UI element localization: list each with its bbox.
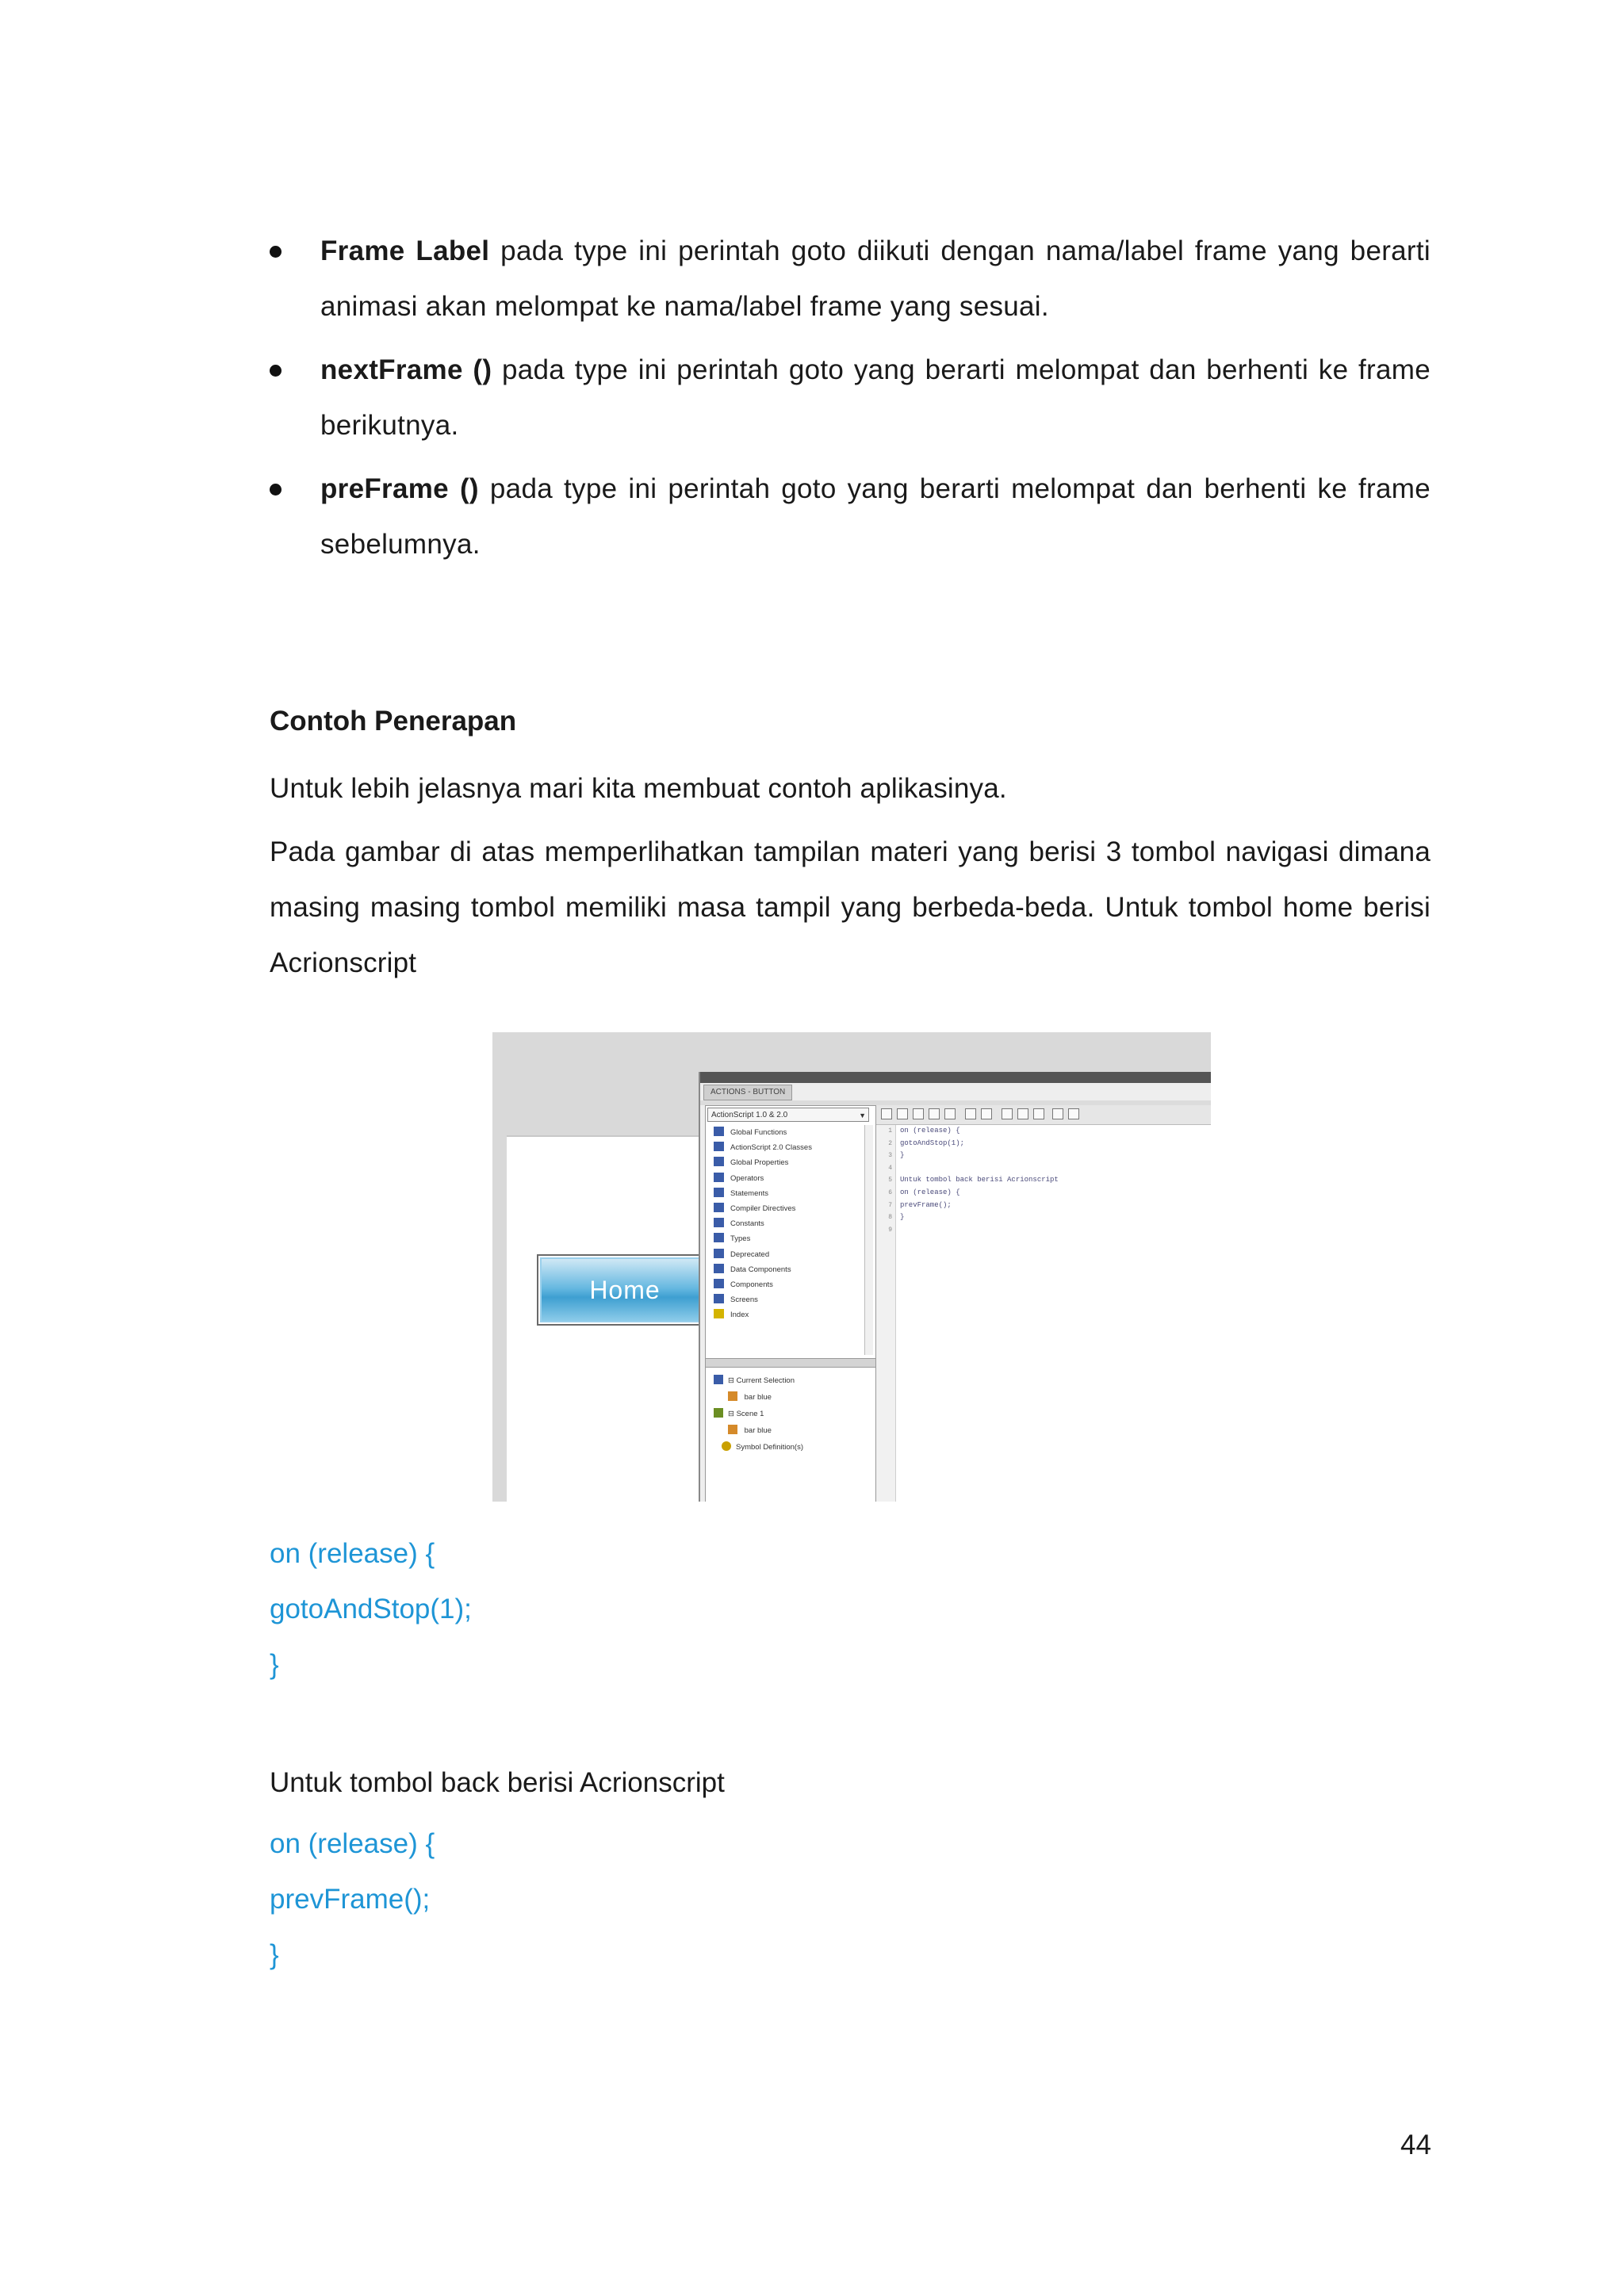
book-icon [714,1173,724,1182]
book-icon [714,1218,724,1227]
tree-item-label: Components [730,1280,773,1289]
actions-panel [699,1072,1211,1502]
navigator-item[interactable] [714,1406,864,1422]
line-number: 6 [888,1188,892,1196]
line-number: 4 [888,1164,892,1172]
expand-icon[interactable] [1017,1108,1028,1119]
toolbox-scrollbar[interactable] [864,1125,873,1355]
script-code [900,1125,1209,1236]
navigator-item-label: bar blue [742,1393,772,1402]
bullet-text [320,461,1431,572]
tree-item-label: Compiler Directives [730,1203,796,1213]
chevron-down-icon: ▼ [859,1112,866,1119]
book-icon [714,1264,724,1273]
scene-icon [714,1408,723,1418]
pane-divider[interactable] [706,1358,875,1368]
selection-icon [714,1375,723,1384]
line-number: 2 [888,1139,892,1147]
line-number: 1 [888,1127,892,1135]
tree-item[interactable] [714,1125,856,1140]
navigator-item-label: ⊟ Scene 1 [728,1410,764,1418]
tree-item-label: Deprecated [730,1249,770,1259]
tree-item-label: Screens [730,1295,758,1305]
tree-item[interactable] [714,1216,856,1231]
tree-item[interactable] [714,1247,856,1262]
home-button[interactable]: Home [540,1257,710,1322]
code-line: } [270,1649,279,1680]
book-icon [714,1188,724,1197]
tree-item-label: Statements [730,1188,769,1198]
line-number: 3 [888,1152,892,1160]
tree-item[interactable] [714,1292,856,1307]
code-line: prevFrame(); [270,1884,431,1915]
code-line: prevFrame(); [900,1200,952,1209]
add-item-icon[interactable] [881,1108,892,1119]
tab-actions-button[interactable]: ACTIONS - BUTTON [703,1085,792,1100]
target-path-icon[interactable] [913,1108,924,1119]
line-number: 7 [888,1201,892,1209]
button-icon [728,1391,737,1401]
bullet-text [320,342,1431,453]
button-icon [728,1425,737,1434]
book-icon [714,1127,724,1136]
index-icon [714,1309,724,1318]
code-line: } [900,1151,905,1160]
code-line: } [900,1213,905,1222]
tree-item[interactable] [714,1277,856,1292]
book-icon [714,1142,724,1151]
code-line: gotoAndStop(1); [270,1594,472,1624]
auto-format-icon[interactable] [944,1108,956,1119]
tree-item[interactable] [714,1262,856,1277]
tree-item-label: Constants [730,1219,764,1229]
book-icon [714,1157,724,1166]
tree-item[interactable] [714,1186,856,1201]
code-line [900,1224,1209,1237]
bullet-term: preFrame () [320,473,479,504]
script-navigator [714,1372,864,1456]
bullet-term: Frame Label [320,235,490,266]
book-icon [714,1294,724,1303]
navigator-item[interactable] [714,1389,864,1406]
code-line: on (release) { [900,1188,960,1196]
find-icon[interactable] [897,1108,908,1119]
toolbox-tree [714,1125,856,1322]
script-version-value: ActionScript 1.0 & 2.0 [711,1111,788,1119]
bullet-item [270,342,1431,453]
actions-toolbox [705,1105,876,1502]
bullet-item [270,461,1431,572]
options-icon[interactable] [1068,1108,1079,1119]
section-heading: Contoh Penerapan [270,706,517,737]
debug-options-icon[interactable] [981,1108,992,1119]
tree-item[interactable] [714,1171,856,1186]
back-button-caption: Untuk tombol back berisi Acrionscript [270,1767,725,1798]
tree-item[interactable] [714,1231,856,1246]
intro-paragraph: Untuk lebih jelasnya mari kita membuat contoh aplikasinya. [270,773,1007,804]
code-hint-icon[interactable] [965,1108,976,1119]
bullet-item [270,224,1431,335]
bullet-dot-icon [270,365,282,377]
back-button-code [270,1816,435,1983]
tree-item-label: ActionScript 2.0 Classes [730,1143,812,1153]
code-line: Untuk tombol back berisi Acrionscript [900,1176,1059,1184]
tree-item-label: Index [730,1311,749,1320]
line-number: 5 [888,1177,892,1184]
help-icon[interactable] [1052,1108,1063,1119]
description-paragraph: Pada gambar di atas memperlihatkan tampilan materi yang berisi 3 tombol navigasi dimana masing masing tombol memiliki masa tampil yang berbeda-beda. Untuk tombol home berisi Acrionscript [270,836,1431,978]
code-line: gotoAndStop(1); [900,1138,965,1147]
code-line [900,1162,1209,1175]
navigator-item[interactable] [714,1439,864,1456]
tree-item-label: Data Components [730,1265,791,1274]
tree-item[interactable] [714,1201,856,1216]
code-line: } [270,1939,279,1970]
code-line: on (release) { [270,1828,435,1859]
bullet-description: pada type ini perintah goto yang berarti melompat dan berhenti ke frame sebelumnya. [320,473,1431,560]
tree-item[interactable] [714,1155,856,1170]
bullet-text [320,224,1431,335]
navigator-item-label: ⊟ Current Selection [728,1376,795,1385]
panel-titlebar [700,1072,1211,1083]
book-icon [714,1203,724,1212]
code-line: on (release) { [270,1538,435,1569]
navigator-item-label: Symbol Definition(s) [736,1443,803,1452]
tree-item[interactable] [714,1140,856,1155]
navigator-item[interactable] [714,1422,864,1439]
line-number: 9 [888,1226,892,1234]
page-number: 44 [1400,2130,1431,2160]
bullet-dot-icon [270,484,282,496]
script-toolbar [876,1105,1211,1125]
book-icon [714,1249,724,1258]
stage-canvas [507,1135,714,1502]
book-icon [714,1279,724,1288]
tree-item-label: Operators [730,1173,764,1183]
bullet-description: pada type ini perintah goto diikuti dengan nama/label frame yang berarti animasi akan melompat ke nama/label frame yang sesuai. [320,235,1431,322]
script-editor[interactable] [876,1125,1211,1502]
tree-item-label: Types [730,1234,751,1244]
bullet-description: pada type ini perintah goto yang berarti melompat dan berhenti ke frame berikutnya. [320,354,1431,441]
tree-item-label: Global Functions [730,1128,787,1137]
line-number-gutter [876,1125,896,1502]
bullet-term: nextFrame () [320,354,492,385]
symbol-icon [722,1441,731,1451]
navigator-item[interactable] [714,1372,864,1389]
tree-item-label: Global Properties [730,1158,789,1168]
apply-comment-icon[interactable] [1033,1108,1044,1119]
line-number: 8 [888,1214,892,1222]
check-syntax-icon[interactable] [929,1108,940,1119]
tree-item[interactable] [714,1307,856,1322]
flash-screenshot [492,1032,1211,1502]
book-icon [714,1233,724,1242]
collapse-icon[interactable] [1002,1108,1013,1119]
bullet-dot-icon [270,246,282,258]
home-button-code [270,1526,472,1693]
code-line: on (release) { [900,1127,960,1135]
script-version-select[interactable] [707,1108,869,1122]
bullet-list [270,224,1431,580]
navigator-item-label: bar blue [742,1426,772,1435]
